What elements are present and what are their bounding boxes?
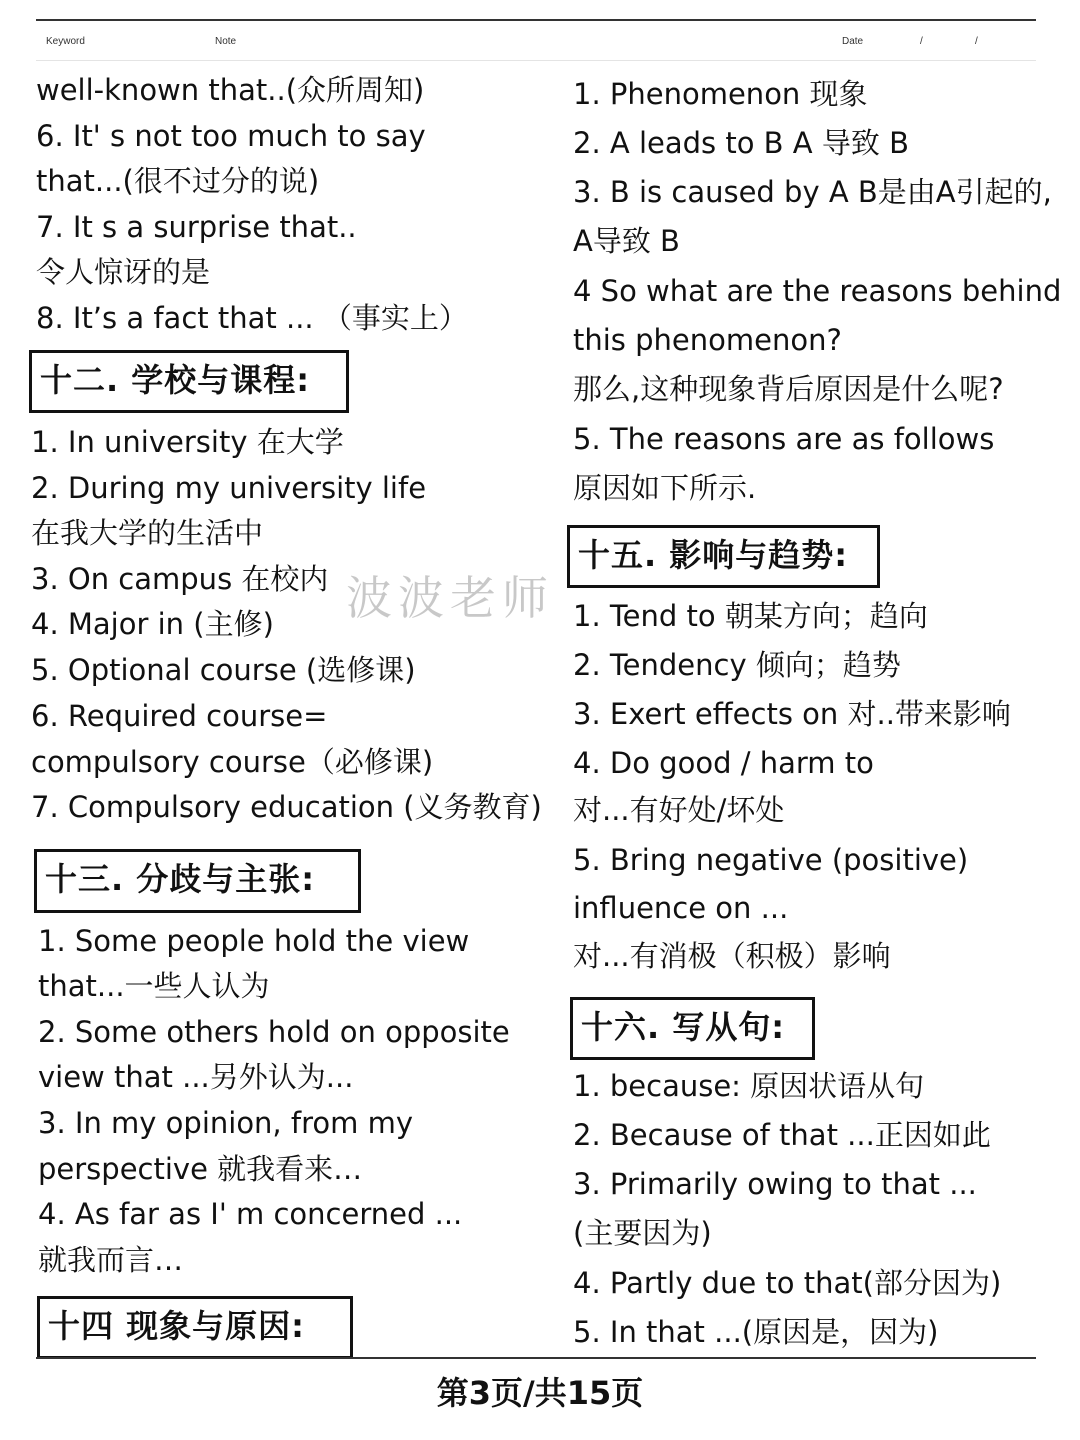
list-item: 就我而言… <box>38 1243 184 1277</box>
list-item: 8. It’s a fact that ... （事实上） <box>36 301 468 335</box>
top-rule <box>36 19 1036 21</box>
header-rule <box>36 60 1036 61</box>
list-item: 1. Tend to 朝某方向；趋向 <box>573 599 928 633</box>
list-item: 4. Partly due to that(部分因为) <box>573 1266 1002 1300</box>
list-item: influence on ... <box>573 891 789 925</box>
list-item: 3. Primarily owing to that ... <box>573 1167 977 1201</box>
list-item: (主要因为) <box>573 1216 712 1250</box>
list-item: 2. Because of that ...正因如此 <box>573 1118 991 1152</box>
list-item: 1. Some people hold the view <box>38 924 470 958</box>
list-item: that...(很不过分的说) <box>36 164 320 198</box>
watermark: 波波老师 <box>346 571 554 625</box>
list-item: 3. Exert effects on 对..带来影响 <box>573 697 1011 731</box>
section-heading-disagreement: 十三. 分歧与主张: <box>34 849 361 913</box>
list-item: 5. Bring negative (positive) <box>573 843 969 877</box>
list-item: 7. Compulsory education (义务教育) <box>31 790 542 824</box>
list-item: 2. During my university life <box>31 471 427 505</box>
list-item: 那么,这种现象背后原因是什么呢? <box>573 372 1004 406</box>
list-item: that...一些人认为 <box>38 969 270 1003</box>
list-item: 令人惊讶的是 <box>36 255 211 289</box>
list-item: this phenomenon? <box>573 323 842 357</box>
list-item: 原因如下所示. <box>573 471 757 505</box>
list-item: 4 So what are the reasons behind <box>573 274 1062 308</box>
list-item: 3. In my opinion, from my <box>38 1106 413 1140</box>
page-number: 第3页/共15页 <box>436 1374 644 1412</box>
list-item: well-known that..(众所周知) <box>36 73 425 107</box>
section-heading-clauses: 十六. 写从句: <box>570 997 815 1060</box>
list-item: 5. Optional course (选修课) <box>31 653 416 687</box>
list-item: 对...有消极（积极）影响 <box>573 939 891 973</box>
list-item: 4. As far as I' m concerned ... <box>38 1197 463 1231</box>
list-item: 1. because: 原因状语从句 <box>573 1069 925 1103</box>
section-heading-influence: 十五. 影响与趋势: <box>567 525 880 588</box>
list-item: perspective 就我看来… <box>38 1152 363 1186</box>
section-heading-school: 十二. 学校与课程: <box>29 350 349 413</box>
note-label: Note <box>215 36 237 47</box>
list-item: 3. On campus 在校内 <box>31 562 329 596</box>
list-item: 在我大学的生活中 <box>31 516 264 550</box>
list-item: 5. The reasons are as follows <box>573 422 995 456</box>
list-item: 3. B is caused by A B是由A引起的, <box>573 175 1052 209</box>
list-item: 1. Phenomenon 现象 <box>573 77 868 111</box>
list-item: A导致 B <box>573 224 680 258</box>
list-item: 6. It' s not too much to say <box>36 119 426 153</box>
list-item: compulsory course（必修课) <box>31 745 434 779</box>
list-item: 对...有好处/坏处 <box>573 793 785 827</box>
section-heading-phenomenon: 十四 现象与原因: <box>37 1296 353 1359</box>
list-item: 6. Required course= <box>31 699 328 733</box>
date-separator: / <box>920 36 923 47</box>
list-item: 2. Some others hold on opposite <box>38 1015 510 1049</box>
keyword-label: Keyword <box>46 36 85 47</box>
list-item: 2. Tendency 倾向；趋势 <box>573 648 901 682</box>
list-item: 2. A leads to B A 导致 B <box>573 126 909 160</box>
list-item: 4. Major in (主修) <box>31 607 274 641</box>
date-label: Date <box>842 36 864 47</box>
bottom-rule <box>36 1357 1036 1359</box>
list-item: view that ...另外认为... <box>38 1060 354 1094</box>
list-item: 4. Do good / harm to <box>573 746 874 780</box>
list-item: 1. In university 在大学 <box>31 425 344 459</box>
list-item: 7. It s a surprise that.. <box>36 210 357 244</box>
list-item: 5. In that ...(原因是，因为) <box>573 1315 939 1349</box>
date-separator: / <box>975 36 978 47</box>
